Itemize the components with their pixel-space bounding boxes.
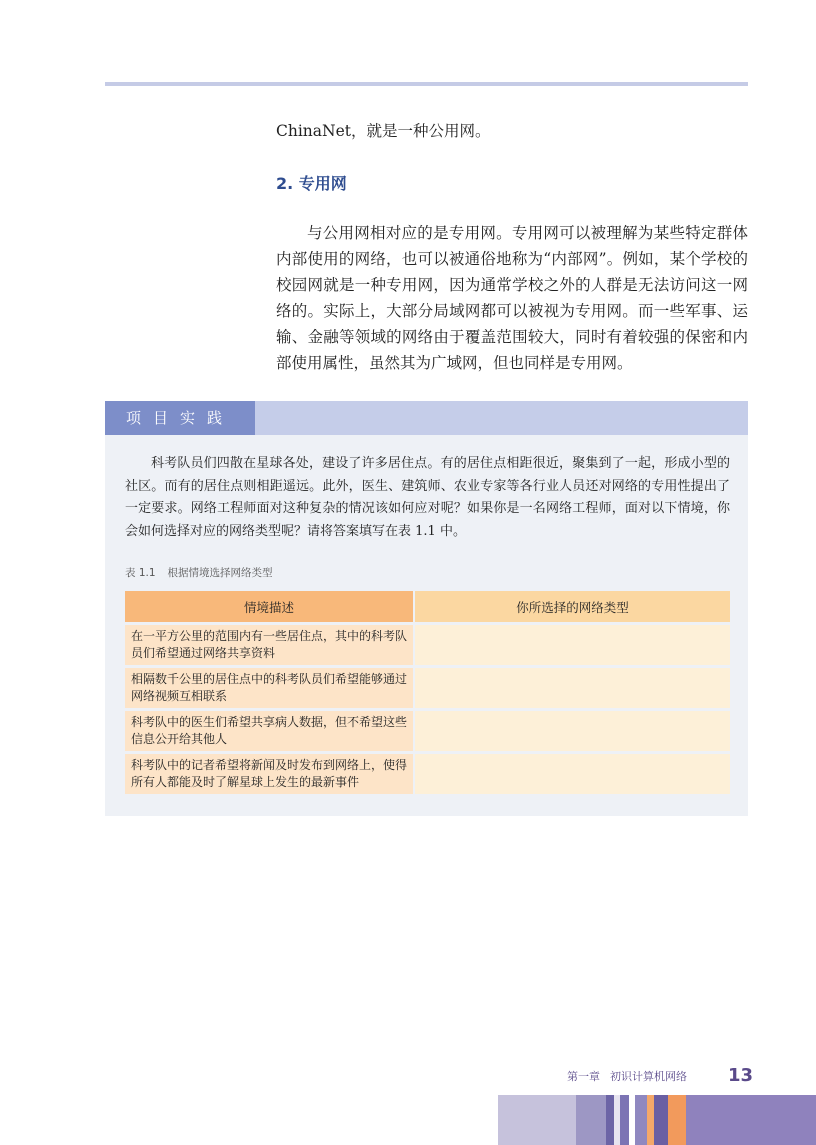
practice-panel	[105, 401, 748, 816]
section-heading: 2. 专用网	[276, 174, 347, 193]
intro-line: ChinaNet，就是一种公用网。	[276, 122, 491, 140]
footer-bar	[686, 1095, 816, 1145]
top-rule	[105, 82, 748, 86]
footer-chapter-number: 第一章	[567, 1070, 600, 1083]
footer-bar	[498, 1095, 576, 1145]
footer-bar	[620, 1095, 629, 1145]
table-header-scene: 情境描述	[125, 591, 413, 622]
scene-table	[125, 588, 730, 797]
footer-bar	[576, 1095, 606, 1145]
scene-cell: 科考队中的医生们希望共享病人数据，但不希望这些信息公开给其他人	[125, 711, 413, 751]
footer-decoration	[498, 1095, 816, 1145]
practice-text: 科考队员们四散在星球各处，建设了许多居住点。有的居住点相距很近，聚集到了一起，形成小型的社区。而有的居住点则相距遥远。此外，医生、建筑师、农业专家等各行业人员还对网络的专用性提出了一定要求。网络工程师面对这种复杂的情况该如何应对呢？如果你是一名网络工程师，面对以下情境，你会如何选择对应的网络类型呢？请将答案填写在表 1.1 中。	[125, 456, 730, 539]
footer-chapter	[567, 1069, 697, 1085]
footer-bar	[668, 1095, 686, 1145]
footer-bar	[647, 1095, 654, 1145]
scene-cell: 相隔数千公里的居住点中的科考队员们希望能够通过网络视频互相联系	[125, 668, 413, 708]
answer-cell[interactable]	[415, 711, 730, 751]
table-header-network-type: 你所选择的网络类型	[415, 591, 730, 622]
table-row	[125, 625, 730, 665]
table-caption-number: 表 1.1	[125, 567, 156, 579]
footer-chapter-title: 初识计算机网络	[610, 1070, 687, 1083]
section-paragraph: 与公用网相对应的是专用网。专用网可以被理解为某些特定群体内部使用的网络，也可以被通俗地称为“内部网”。例如，某个学校的校园网就是一种专用网，因为通常学校之外的人群是无法访问这一网络的。实际上，大部分局域网都可以被视为专用网。而一些军事、运输、金融等领域的网络由于覆盖范围较大，同时有着较强的保密和内部使用属性，虽然其为广域网，但也同样是专用网。	[276, 224, 748, 372]
table-caption-title: 根据情境选择网络类型	[167, 567, 273, 579]
footer-bar	[606, 1095, 614, 1145]
answer-cell[interactable]	[415, 625, 730, 665]
footer-bar	[635, 1095, 647, 1145]
footer-bar	[654, 1095, 668, 1145]
answer-cell[interactable]	[415, 668, 730, 708]
table-row	[125, 711, 730, 751]
table-row	[125, 668, 730, 708]
page-number: 13	[728, 1065, 754, 1086]
answer-cell[interactable]	[415, 754, 730, 794]
scene-cell: 在一平方公里的范围内有一些居住点，其中的科考队员们希望通过网络共享资料	[125, 625, 413, 665]
table-caption	[125, 565, 273, 581]
scene-cell: 科考队中的记者希望将新闻及时发布到网络上，使得所有人都能及时了解星球上发生的最新事件	[125, 754, 413, 794]
practice-tab: 项目实践	[105, 401, 255, 435]
table-row	[125, 754, 730, 794]
